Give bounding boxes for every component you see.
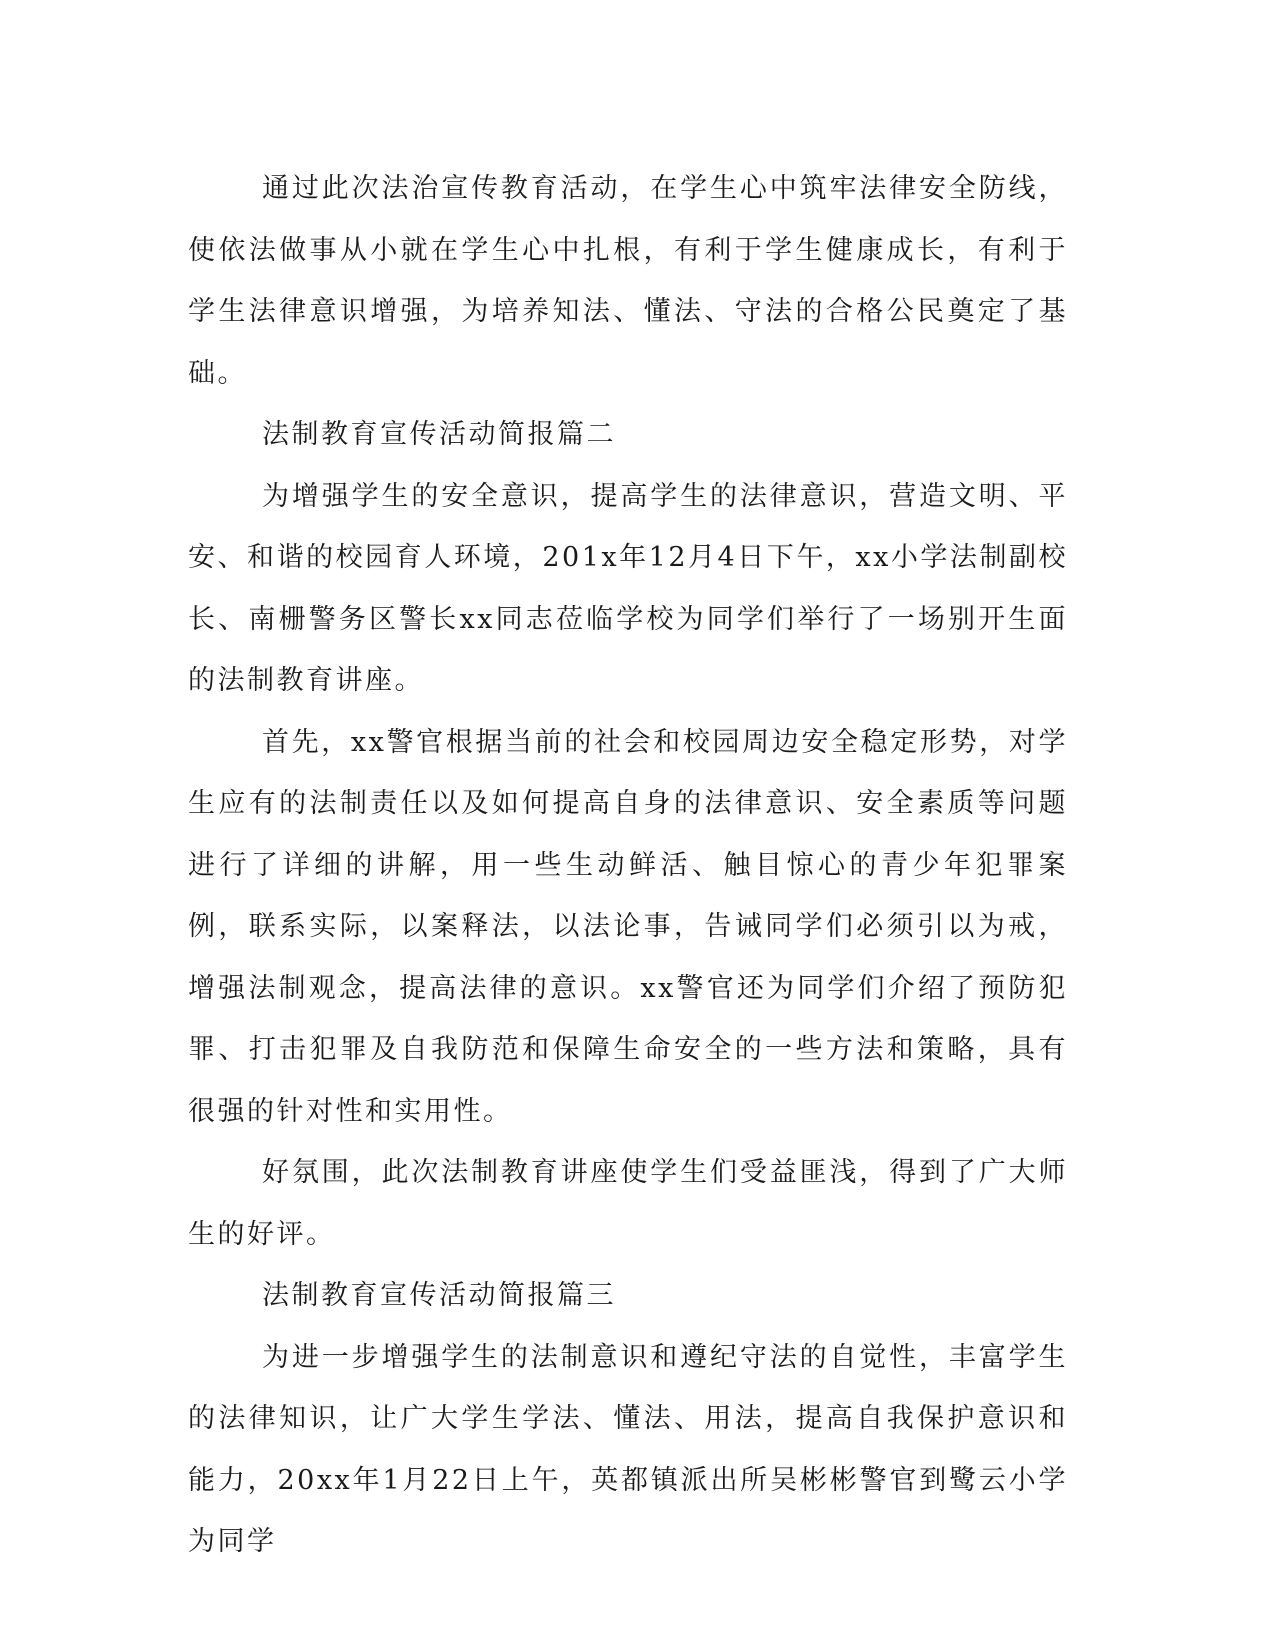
paragraph-summary: 好氛围，此次法制教育讲座使学生们受益匪浅，得到了广大师生的好评。 bbox=[188, 1157, 1068, 1250]
document-body bbox=[188, 158, 1068, 1573]
paragraph-conclusion: 通过此次法治宣传教育活动，在学生心中筑牢法律安全防线，使依法做事从小就在学生心中扎根，有利于学生健康成长，有利于学生法律意识增强，为培养知法、懂法、守法的合格公民奠定了基础。 bbox=[188, 173, 1068, 389]
paragraph-lecture-details: 首先，xx警官根据当前的社会和校园周边安全稳定形势，对学生应有的法制责任以及如何提高自身的法律意识、安全素质等问题进行了详细的讲解，用一些生动鲜活、触目惊心的青少年犯罪案例，联系实际，以案释法，以法论事，告诫同学们必须引以为戒，增强法制观念，提高法律的意识。xx警官还为同学们介绍了预防犯罪、打击犯罪及自我防范和保障生命安全的一些方法和策略，具有很强的针对性和实用性。 bbox=[188, 726, 1068, 1127]
paragraph-intro-part-two: 为增强学生的安全意识，提高学生的法律意识，营造文明、平安、和谐的校园育人环境，201x年12月4日下午，xx小学法制副校长、南栅警务区警长xx同志莅临学校为同学们举行了一场别开生面的法制教育讲座。 bbox=[188, 480, 1068, 696]
section-heading-part-two: 法制教育宣传活动简报篇二 bbox=[262, 419, 616, 450]
paragraph-intro-part-three: 为进一步增强学生的法制意识和遵纪守法的自觉性，丰富学生的法律知识，让广大学生学法、懂法、用法，提高自我保护意识和能力，20xx年1月22日上午，英都镇派出所吴彬彬警官到鹭云小学为同学 bbox=[188, 1341, 1068, 1557]
section-heading-part-three: 法制教育宣传活动简报篇三 bbox=[262, 1280, 616, 1311]
